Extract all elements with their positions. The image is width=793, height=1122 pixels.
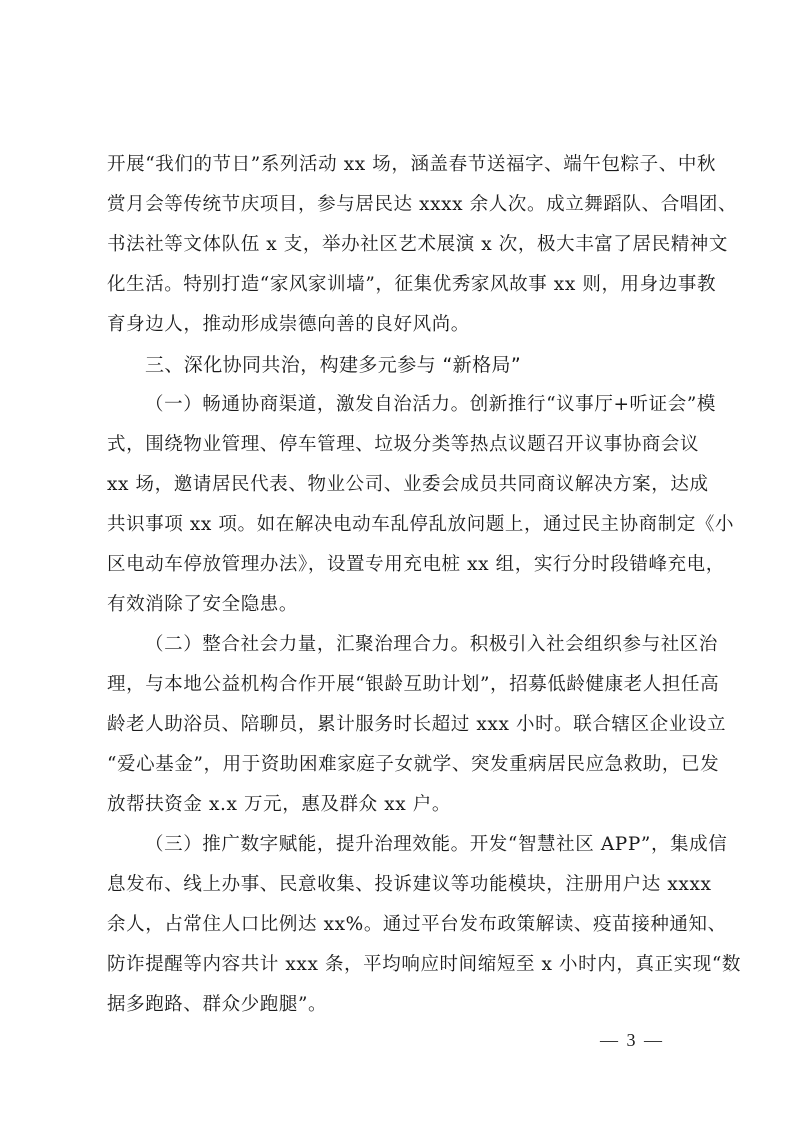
text-line: 开展“我们的节日”系列活动 xx 场，涵盖春节送福字、端午包粽子、中秋 xyxy=(107,154,717,175)
page-number: — 3 — xyxy=(600,1030,664,1050)
text-line: 区电动车停放管理办法》，设置专用充电桩 xx 组，实行分时段错峰充电， xyxy=(107,554,725,575)
text-line: 理，与本地公益机构合作开展“银龄互助计划”，招募低龄健康老人担任高 xyxy=(107,674,720,695)
subsection-lead: （一）畅通协商渠道，激发自治活力。 xyxy=(145,394,470,415)
text-line xyxy=(107,825,728,865)
text-line: 育身边人，推动形成崇德向善的良好风尚。 xyxy=(107,314,470,335)
text-line: 防诈提醒等内容共计 xxx 条，平均响应时间缩短至 x 小时内，真正实现“数 xyxy=(107,954,742,975)
continuation-paragraph xyxy=(107,145,738,345)
text-line: 据多跑路、群众少跑腿”。 xyxy=(107,994,328,1015)
text-line xyxy=(107,625,719,665)
text-line xyxy=(107,385,717,425)
text-line: 赏月会等传统节庆项目，参与居民达 xxxx 余人次。成立舞蹈队、合唱团、 xyxy=(107,194,738,215)
text-line: 有效消除了安全隐患。 xyxy=(107,594,299,615)
text-line: xx 场，邀请居民代表、物业公司、业委会成员共同商议解决方案，达成 xyxy=(107,474,709,495)
text-line: 共识事项 xx 项。如在解决电动车乱停乱放问题上，通过民主协商制定《小 xyxy=(107,514,735,535)
subsection-1 xyxy=(107,385,735,625)
section-heading: 三、深化协同共治，构建多元参与 “新格局” xyxy=(145,354,522,376)
text-line: 书法社等文体队伍 x 支，举办社区艺术展演 x 次，极大丰富了居民精神文 xyxy=(107,234,728,255)
text-line: 式，围绕物业管理、停车管理、垃圾分类等热点议题召开议事协商会议 xyxy=(107,434,700,455)
subsection-lead: （三）推广数字赋能，提升治理效能。 xyxy=(145,834,470,855)
text-line: 化生活。特别打造“家风家训墙”，征集优秀家风故事 xx 则，用身边事教 xyxy=(107,274,717,295)
document-page xyxy=(107,145,742,1025)
text-line: 息发布、线上办事、民意收集、投诉建议等功能模块，注册用户达 xxxx xyxy=(107,874,712,895)
text-span: 开发“智慧社区 APP”，集成信 xyxy=(469,834,728,855)
text-line: 龄老人助浴员、陪聊员，累计服务时长超过 xxx 小时。联合辖区企业设立 xyxy=(107,714,727,735)
text-span: 积极引入社会组织参与社区治 xyxy=(469,634,719,655)
subsection-3 xyxy=(107,825,742,1025)
subsection-lead: （二）整合社会力量，汇聚治理合力。 xyxy=(145,634,470,655)
subsection-2 xyxy=(107,625,727,825)
text-line: 放帮扶资金 x.x 万元，惠及群众 xx 户。 xyxy=(107,794,451,815)
text-line: 余人，占常住人口比例达 xx%。通过平台发布政策解读、疫苗接种通知、 xyxy=(107,914,727,935)
text-span: 创新推行“议事厅+听证会”模 xyxy=(469,394,717,415)
text-line: “爱心基金”，用于资助困难家庭子女就学、突发重病居民应急救助，已发 xyxy=(107,754,720,775)
